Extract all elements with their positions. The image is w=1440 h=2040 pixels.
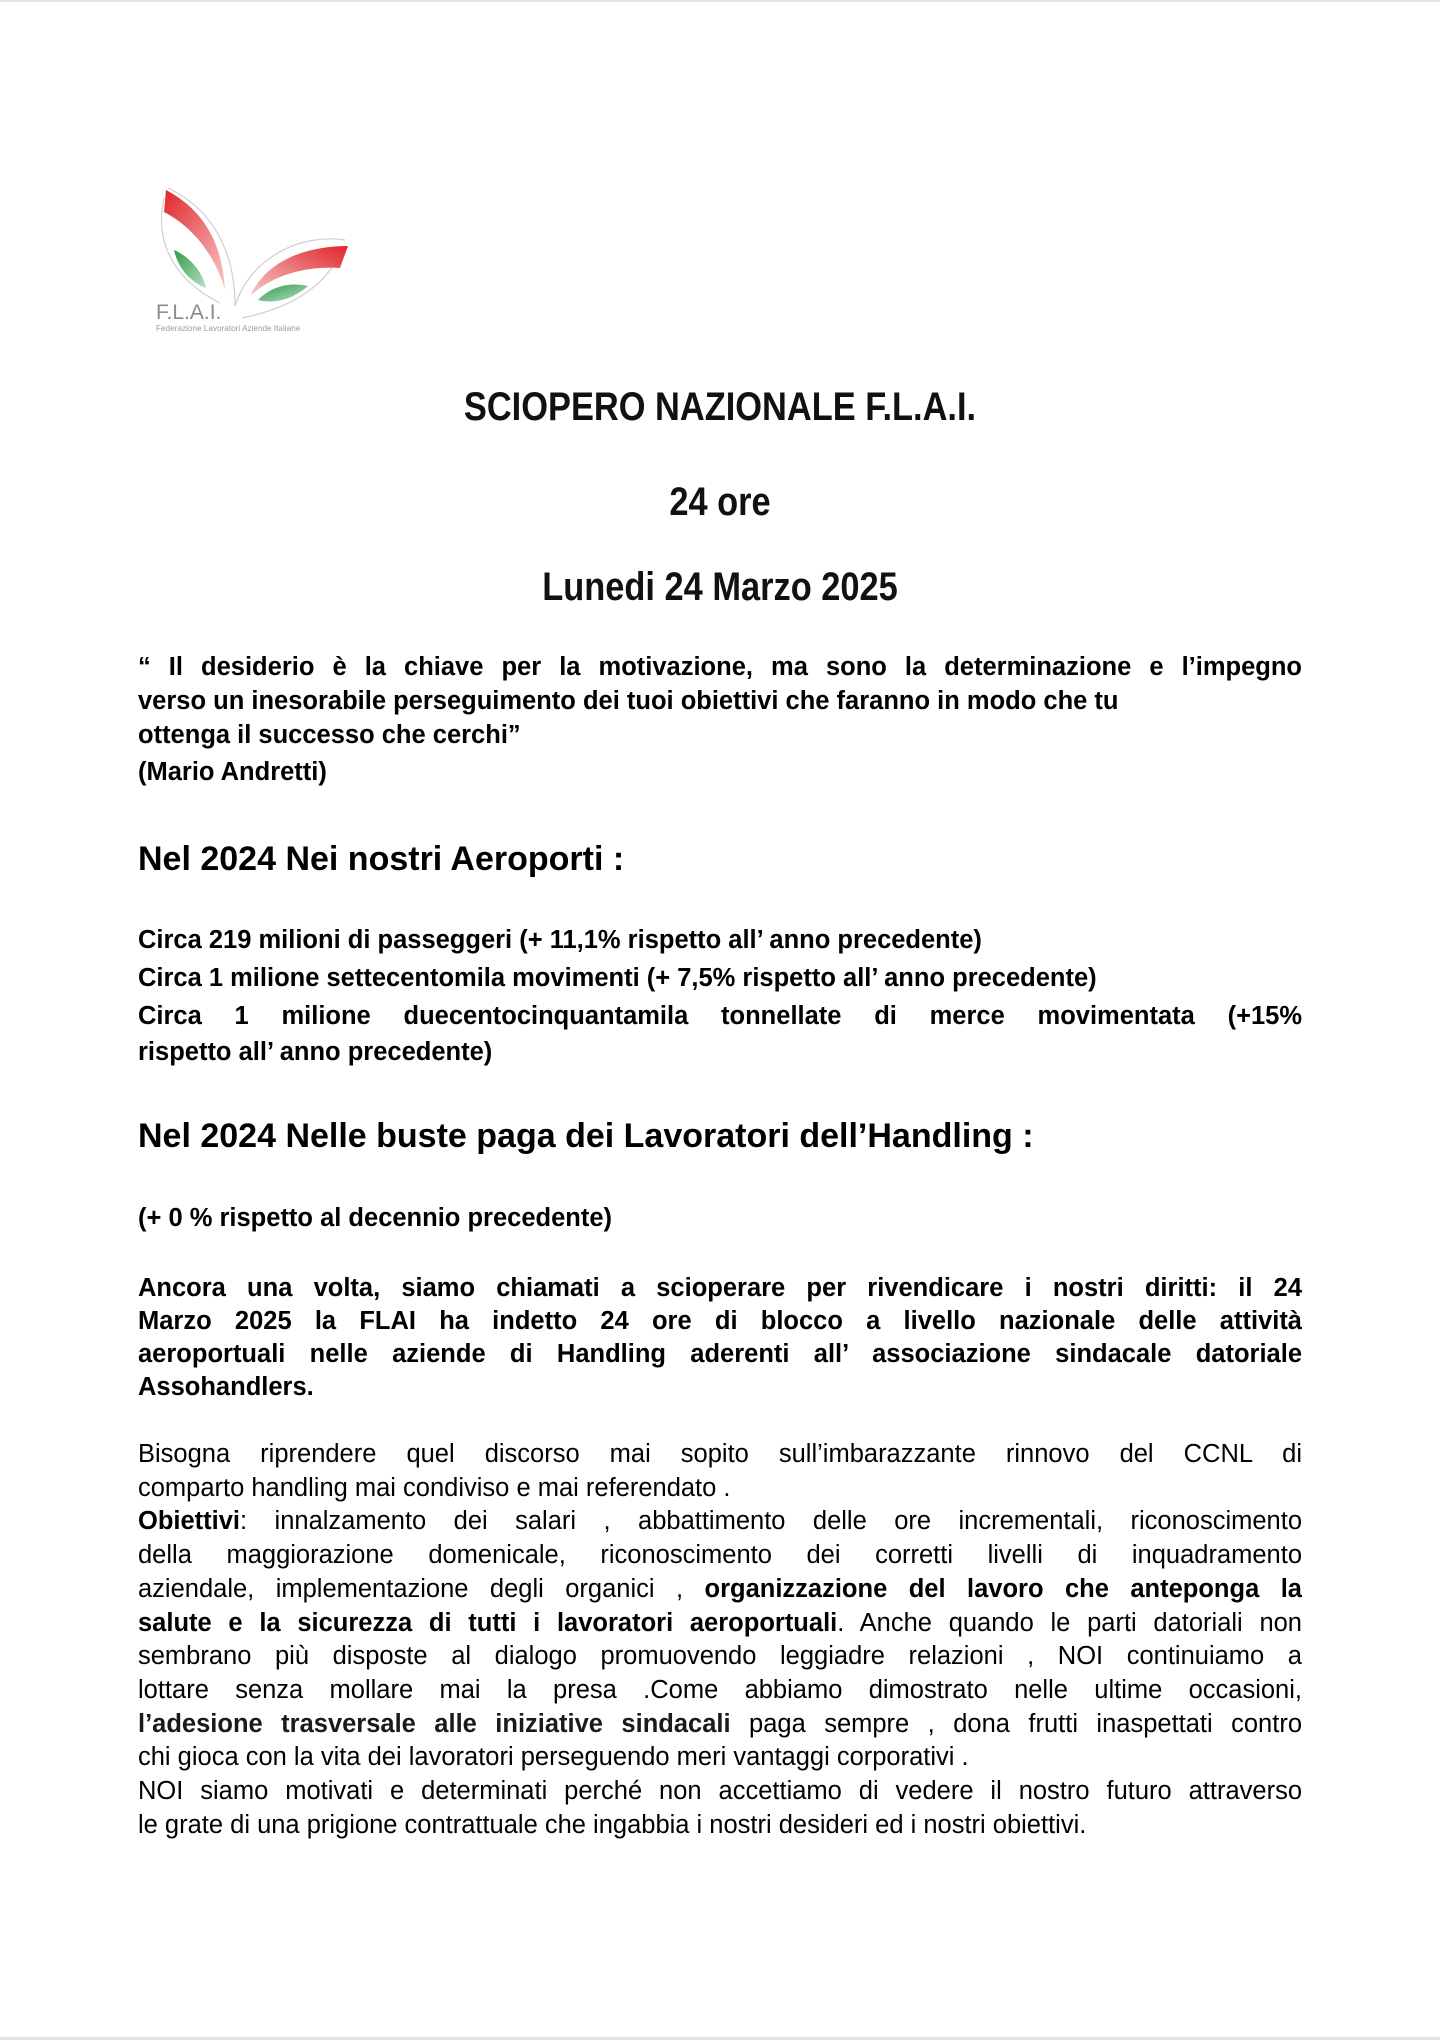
body-line: lottare senza mollare mai la presa .Come abbiamo dimostrato nelle ultime occasioni, (138, 1675, 1302, 1704)
body-line-objectives (138, 1505, 1302, 1539)
objectives-label: Obiettivi (138, 1507, 241, 1536)
body-line: comparto handling mai condiviso e mai referendato . (138, 1473, 731, 1502)
objectives-text: : innalzamento dei salari , abbattimento delle ore incrementali, riconoscimento (240, 1507, 1302, 1536)
quote-line: “ Il desiderio è la chiave per la motivazione, ma sono la determinazione e l’impegno (138, 653, 1302, 681)
logo-full-name: Federazione Lavoratori Aziende Italiane (156, 324, 301, 333)
payslips-heading: Nel 2024 Nelle buste paga dei Lavoratori dell’Handling : (138, 1117, 1034, 1155)
body-emphasis: l’adesione trasversale alle iniziative sindacali (138, 1709, 731, 1738)
body-text: paga sempre , dona frutti inaspettati contro (730, 1709, 1302, 1738)
stat-cargo: Circa 1 milione duecentocinquantamila tonnellate di merce movimentata (+15% (138, 1002, 1302, 1030)
body-text: aziendale, implementazione degli organici , (138, 1574, 705, 1603)
quote-line: ottenga il successo che cerchi” (138, 721, 521, 749)
announcement-line: Assohandlers. (138, 1373, 314, 1401)
announcement-line: Marzo 2025 la FLAI ha indetto 24 ore di blocco a livello nazionale delle attività (138, 1307, 1302, 1335)
body-text: . Anche quando le parti datoriali non (837, 1608, 1302, 1637)
announcement-line: Ancora una volta, siamo chiamati a scioperare per rivendicare i nostri diritti: il 24 (138, 1274, 1302, 1302)
body-line: chi gioca con la vita dei lavoratori perseguendo meri vantaggi corporativi . (138, 1743, 969, 1772)
quote-block (138, 650, 1302, 789)
body-emphasis: salute e la sicurezza di tutti i lavoratori aeroportuali (138, 1608, 838, 1637)
body-line (138, 1708, 1302, 1742)
stat-passengers: Circa 219 milioni di passeggeri (+ 11,1% rispetto all’ anno precedente) (138, 926, 982, 954)
butterfly-logo-icon (150, 178, 360, 338)
body-line: Bisogna riprendere quel discorso mai sopito sull’imbarazzante rinnovo del CCNL di (138, 1440, 1302, 1468)
airport-stats-list (138, 921, 1302, 1070)
quote-line: verso un inesorabile perseguimento dei tuoi obiettivi che faranno in modo che tu (138, 687, 1119, 715)
page-top-edge (0, 0, 1440, 2)
body-line: sembrano più disposte al dialogo promuovendo leggiadre relazioni , NOI continuiamo a (138, 1642, 1302, 1671)
stat-cargo-continued: rispetto all’ anno precedente) (138, 1038, 493, 1066)
quote-author: (Mario Andretti) (138, 758, 327, 786)
body-line: le grate di una prigione contrattuale che ingabbia i nostri desideri ed i nostri obiettivi. (138, 1810, 1087, 1839)
strike-date: Lunedi 24 Marzo 2025 (542, 565, 898, 609)
body-line (138, 1573, 1302, 1607)
body-line: NOI siamo motivati e determinati perché non accettiamo di vedere il nostro futuro attraverso (138, 1777, 1302, 1806)
flai-logo (150, 178, 360, 338)
body-paragraph (138, 1438, 1302, 1842)
payslips-value: (+ 0 % rispetto al decennio precedente) (138, 1204, 613, 1232)
stat-movements: Circa 1 milione settecentomila movimenti (+ 7,5% rispetto all’ anno precedente) (138, 964, 1097, 992)
announcement-line: aeroportuali nelle aziende di Handling aderenti all’ associazione sindacale datoriale (138, 1340, 1302, 1368)
body-line: della maggiorazione domenicale, riconoscimento dei corretti livelli di inquadramento (138, 1541, 1302, 1570)
body-emphasis: organizzazione del lavoro che anteponga la (704, 1574, 1302, 1603)
announcement-paragraph (138, 1272, 1302, 1404)
logo-acronym: F.L.A.I. (156, 301, 222, 324)
airports-heading: Nel 2024 Nei nostri Aeroporti : (138, 840, 625, 878)
body-line (138, 1607, 1302, 1641)
strike-duration: 24 ore (669, 480, 771, 524)
strike-title: SCIOPERO NAZIONALE F.L.A.I. (463, 385, 977, 429)
